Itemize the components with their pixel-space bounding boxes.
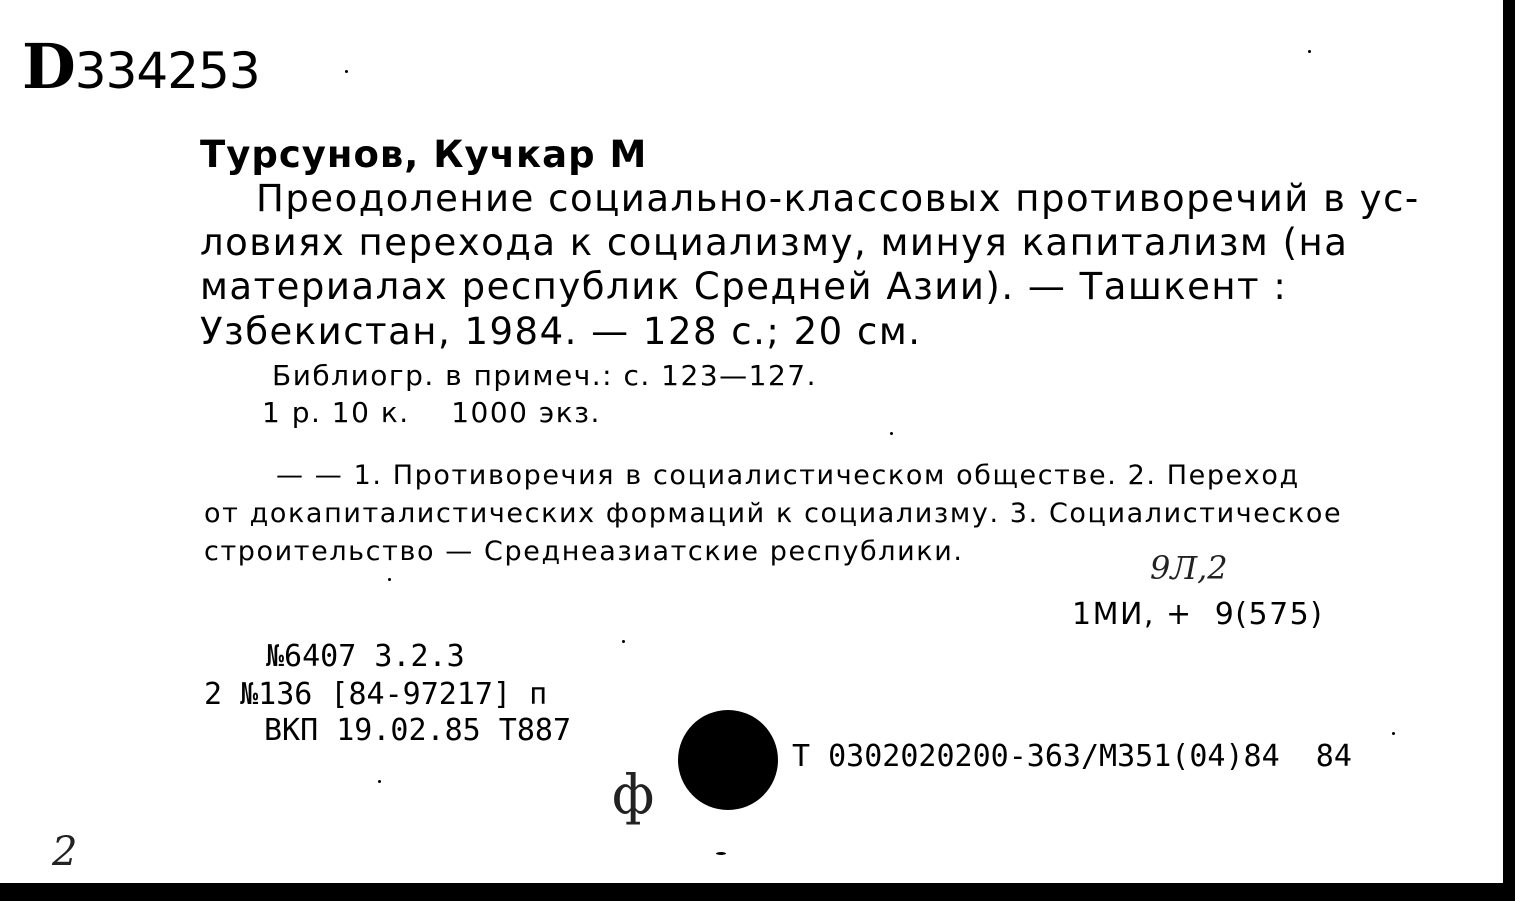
card-number-prefix: D (22, 30, 75, 103)
order-line-2: 2 №136 [84-97217] п (204, 677, 548, 712)
subject-line-3: строительство — Среднеазиатские республики. (204, 536, 964, 567)
handwritten-f-mark: ф (612, 763, 655, 826)
speck (622, 640, 625, 643)
classification-code: 1МИ, + 9(575) (1072, 597, 1324, 632)
speck (378, 780, 381, 783)
bibliography-note: Библиогр. в примеч.: с. 123—127. (272, 359, 817, 392)
price-note: 1 р. 10 к. 1000 экз. (262, 396, 601, 429)
punch-hole (678, 710, 778, 810)
scan-edge-right (1503, 0, 1515, 901)
scan-edge-bottom (0, 883, 1515, 901)
order-line-1: №6407 3.2.3 (266, 639, 465, 674)
index-code: Т 0302020200-363/М351(04)84 84 (792, 739, 1352, 774)
title-line-1: Преодоление социально-классовых противоречий в ус- (256, 177, 1420, 220)
author-heading: Турсунов, Кучкар М (200, 133, 648, 176)
speck (1308, 50, 1311, 53)
title-line-2: ловиях перехода к социализму, минуя капитализм (на (200, 221, 1349, 264)
speck (345, 70, 348, 73)
card-number (22, 30, 260, 103)
handwritten-class-mark: 9Л,2 (1150, 549, 1228, 587)
card-number-digits: 334253 (74, 42, 260, 100)
speck (716, 852, 726, 855)
order-line-3: ВКП 19.02.85 Т887 (264, 713, 572, 748)
title-line-4: Узбекистан, 1984. — 128 с.; 20 см. (200, 310, 922, 353)
speck (1392, 732, 1395, 735)
subject-line-1: — — 1. Противоречия в социалистическом обществе. 2. Переход (276, 460, 1300, 491)
handwritten-corner-mark: 2 (52, 829, 78, 875)
title-line-3: материалах республик Средней Азии). — Ташкент : (200, 265, 1288, 308)
speck (890, 432, 893, 435)
speck (388, 578, 391, 581)
subject-line-2: от докапиталистических формаций к социализму. 3. Социалистическое (204, 498, 1343, 529)
